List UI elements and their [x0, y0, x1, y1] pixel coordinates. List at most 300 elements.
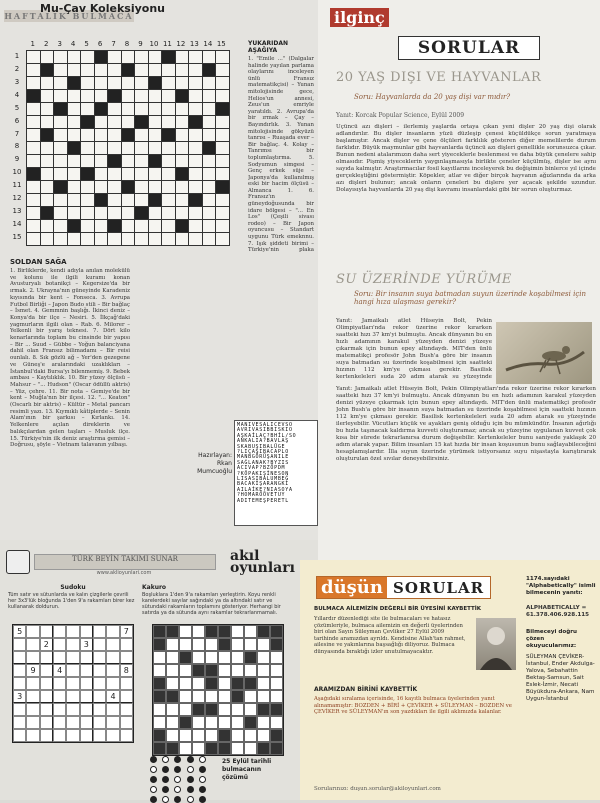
crossword-cell[interactable]	[149, 233, 162, 245]
crossword-cell[interactable]	[68, 207, 81, 219]
sudoku-cell[interactable]	[40, 716, 53, 729]
crossword-cell[interactable]	[68, 51, 81, 63]
crossword-cell[interactable]	[41, 181, 54, 193]
crossword-cell[interactable]	[162, 77, 175, 89]
crossword-cell[interactable]	[122, 155, 135, 167]
crossword-cell[interactable]	[54, 233, 67, 245]
kakuro-cell[interactable]	[257, 729, 270, 742]
sudoku-cell[interactable]	[26, 729, 39, 742]
crossword-cell[interactable]	[216, 51, 229, 63]
crossword-cell[interactable]	[122, 90, 135, 102]
crossword-cell[interactable]	[149, 207, 162, 219]
crossword-cell[interactable]	[203, 51, 216, 63]
kakuro-cell[interactable]	[257, 651, 270, 664]
sudoku-cell[interactable]	[66, 703, 79, 716]
kakuro-cell[interactable]	[218, 651, 231, 664]
crossword-cell[interactable]	[41, 168, 54, 180]
crossword-cell[interactable]	[81, 103, 94, 115]
crossword-cell[interactable]	[176, 207, 189, 219]
crossword-cell[interactable]	[95, 129, 108, 141]
sudoku-cell[interactable]: 2	[40, 638, 53, 651]
crossword-cell[interactable]	[27, 103, 40, 115]
kakuro-grid[interactable]	[152, 624, 284, 756]
crossword-cell[interactable]	[216, 207, 229, 219]
kakuro-cell[interactable]	[218, 677, 231, 690]
crossword-cell[interactable]	[149, 64, 162, 76]
sudoku-cell[interactable]	[93, 716, 106, 729]
crossword-cell[interactable]	[54, 155, 67, 167]
kakuro-cell[interactable]	[192, 716, 205, 729]
crossword-cell[interactable]	[149, 51, 162, 63]
sudoku-cell[interactable]	[106, 625, 119, 638]
crossword-cell[interactable]	[135, 194, 148, 206]
crossword-cell[interactable]	[108, 142, 121, 154]
sudoku-cell[interactable]	[120, 690, 133, 703]
crossword-cell[interactable]	[54, 207, 67, 219]
crossword-cell[interactable]	[189, 168, 202, 180]
kakuro-cell[interactable]	[166, 677, 179, 690]
sudoku-cell[interactable]	[106, 677, 119, 690]
kakuro-cell[interactable]	[231, 703, 244, 716]
crossword-cell[interactable]	[68, 168, 81, 180]
kakuro-cell[interactable]	[153, 716, 166, 729]
kakuro-cell[interactable]	[244, 638, 257, 651]
crossword-cell[interactable]	[189, 233, 202, 245]
sudoku-cell[interactable]	[13, 664, 26, 677]
sudoku-cell[interactable]	[26, 703, 39, 716]
crossword-cell[interactable]	[27, 142, 40, 154]
crossword-cell[interactable]	[54, 116, 67, 128]
sudoku-cell[interactable]	[106, 716, 119, 729]
kakuro-cell[interactable]	[257, 638, 270, 651]
crossword-cell[interactable]	[216, 194, 229, 206]
kakuro-cell[interactable]	[231, 625, 244, 638]
crossword-cell[interactable]	[81, 142, 94, 154]
crossword-cell[interactable]	[162, 168, 175, 180]
sudoku-cell[interactable]	[120, 651, 133, 664]
sudoku-cell[interactable]: 5	[13, 625, 26, 638]
crossword-cell[interactable]	[81, 90, 94, 102]
sudoku-cell[interactable]	[66, 664, 79, 677]
crossword-cell[interactable]	[216, 77, 229, 89]
crossword-cell[interactable]	[122, 77, 135, 89]
crossword-cell[interactable]	[41, 77, 54, 89]
sudoku-cell[interactable]	[80, 664, 93, 677]
kakuro-cell[interactable]	[179, 625, 192, 638]
crossword-cell[interactable]	[135, 155, 148, 167]
crossword-cell[interactable]	[27, 207, 40, 219]
kakuro-cell[interactable]	[218, 716, 231, 729]
crossword-cell[interactable]	[203, 220, 216, 232]
kakuro-cell[interactable]	[192, 729, 205, 742]
kakuro-cell[interactable]	[205, 729, 218, 742]
sudoku-cell[interactable]	[53, 625, 66, 638]
crossword-cell[interactable]	[203, 194, 216, 206]
crossword-cell[interactable]	[41, 90, 54, 102]
crossword-cell[interactable]	[176, 77, 189, 89]
sudoku-cell[interactable]: 7	[120, 625, 133, 638]
kakuro-cell[interactable]	[270, 664, 283, 677]
sudoku-cell[interactable]	[106, 729, 119, 742]
kakuro-cell[interactable]	[218, 664, 231, 677]
crossword-cell[interactable]	[27, 116, 40, 128]
sudoku-cell[interactable]	[53, 729, 66, 742]
kakuro-cell[interactable]	[205, 716, 218, 729]
crossword-cell[interactable]	[176, 181, 189, 193]
kakuro-cell[interactable]	[153, 651, 166, 664]
crossword-cell[interactable]	[41, 103, 54, 115]
crossword-cell[interactable]	[203, 116, 216, 128]
kakuro-cell[interactable]	[166, 716, 179, 729]
crossword-cell[interactable]	[162, 116, 175, 128]
crossword-cell[interactable]	[81, 194, 94, 206]
crossword-cell[interactable]	[203, 155, 216, 167]
sudoku-cell[interactable]	[66, 638, 79, 651]
sudoku-cell[interactable]	[93, 677, 106, 690]
sudoku-cell[interactable]	[80, 651, 93, 664]
crossword-cell[interactable]	[68, 194, 81, 206]
crossword-cell[interactable]	[54, 90, 67, 102]
sudoku-cell[interactable]	[106, 638, 119, 651]
sudoku-cell[interactable]	[40, 677, 53, 690]
crossword-cell[interactable]	[108, 181, 121, 193]
crossword-cell[interactable]	[176, 64, 189, 76]
kakuro-cell[interactable]	[257, 716, 270, 729]
crossword-cell[interactable]	[203, 103, 216, 115]
crossword-cell[interactable]	[27, 129, 40, 141]
crossword-cell[interactable]	[216, 90, 229, 102]
crossword-cell[interactable]	[135, 90, 148, 102]
crossword-cell[interactable]	[122, 51, 135, 63]
crossword-cell[interactable]	[162, 155, 175, 167]
sudoku-cell[interactable]	[40, 729, 53, 742]
crossword-cell[interactable]	[203, 129, 216, 141]
crossword-cell[interactable]	[149, 103, 162, 115]
crossword-cell[interactable]	[81, 155, 94, 167]
kakuro-cell[interactable]	[179, 638, 192, 651]
sudoku-cell[interactable]	[13, 677, 26, 690]
crossword-cell[interactable]	[108, 129, 121, 141]
crossword-cell[interactable]	[135, 220, 148, 232]
crossword-cell[interactable]	[216, 129, 229, 141]
crossword-cell[interactable]	[27, 233, 40, 245]
crossword-cell[interactable]	[95, 64, 108, 76]
crossword-cell[interactable]	[41, 220, 54, 232]
crossword-cell[interactable]	[81, 181, 94, 193]
crossword-cell[interactable]	[216, 142, 229, 154]
sudoku-cell[interactable]	[93, 664, 106, 677]
sudoku-cell[interactable]	[26, 677, 39, 690]
sudoku-cell[interactable]	[120, 716, 133, 729]
crossword-cell[interactable]	[108, 194, 121, 206]
crossword-cell[interactable]	[41, 142, 54, 154]
sudoku-cell[interactable]	[80, 716, 93, 729]
crossword-cell[interactable]	[122, 207, 135, 219]
sudoku-cell[interactable]	[106, 651, 119, 664]
crossword-cell[interactable]	[68, 155, 81, 167]
crossword-cell[interactable]	[189, 181, 202, 193]
crossword-cell[interactable]	[54, 168, 67, 180]
sudoku-cell[interactable]	[80, 729, 93, 742]
crossword-cell[interactable]	[216, 116, 229, 128]
kakuro-cell[interactable]	[179, 664, 192, 677]
crossword-cell[interactable]	[95, 90, 108, 102]
crossword-cell[interactable]	[95, 116, 108, 128]
crossword-cell[interactable]	[162, 181, 175, 193]
kakuro-cell[interactable]	[231, 729, 244, 742]
crossword-cell[interactable]	[135, 103, 148, 115]
kakuro-cell[interactable]	[244, 625, 257, 638]
crossword-cell[interactable]	[68, 90, 81, 102]
sudoku-cell[interactable]	[93, 638, 106, 651]
crossword-cell[interactable]	[189, 142, 202, 154]
crossword-cell[interactable]	[203, 181, 216, 193]
crossword-cell[interactable]	[189, 129, 202, 141]
kakuro-cell[interactable]	[153, 703, 166, 716]
sudoku-cell[interactable]	[93, 690, 106, 703]
crossword-cell[interactable]	[216, 220, 229, 232]
crossword-cell[interactable]	[41, 194, 54, 206]
sudoku-cell[interactable]	[120, 677, 133, 690]
sudoku-cell[interactable]	[13, 651, 26, 664]
kakuro-cell[interactable]	[192, 625, 205, 638]
crossword-cell[interactable]	[108, 77, 121, 89]
crossword-cell[interactable]	[81, 129, 94, 141]
sudoku-cell[interactable]	[66, 729, 79, 742]
crossword-cell[interactable]	[176, 142, 189, 154]
sudoku-cell[interactable]	[26, 638, 39, 651]
sudoku-cell[interactable]	[53, 703, 66, 716]
kakuro-cell[interactable]	[179, 703, 192, 716]
sudoku-cell[interactable]	[53, 638, 66, 651]
crossword-cell[interactable]	[135, 233, 148, 245]
sudoku-grid[interactable]	[12, 624, 134, 743]
sudoku-cell[interactable]	[66, 651, 79, 664]
crossword-cell[interactable]	[162, 64, 175, 76]
kakuro-cell[interactable]	[244, 690, 257, 703]
crossword-cell[interactable]	[122, 103, 135, 115]
crossword-cell[interactable]	[108, 168, 121, 180]
crossword-cell[interactable]	[189, 155, 202, 167]
kakuro-cell[interactable]	[192, 651, 205, 664]
sudoku-cell[interactable]: 9	[26, 664, 39, 677]
sudoku-cell[interactable]	[26, 651, 39, 664]
sudoku-cell[interactable]	[93, 703, 106, 716]
crossword-cell[interactable]	[81, 207, 94, 219]
sudoku-cell[interactable]	[53, 651, 66, 664]
crossword-cell[interactable]	[68, 129, 81, 141]
crossword-cell[interactable]	[216, 168, 229, 180]
crossword-cell[interactable]	[203, 233, 216, 245]
kakuro-cell[interactable]	[179, 729, 192, 742]
crossword-cell[interactable]	[81, 220, 94, 232]
crossword-cell[interactable]	[189, 103, 202, 115]
crossword-cell[interactable]	[81, 77, 94, 89]
sudoku-cell[interactable]: 3	[80, 638, 93, 651]
kakuro-cell[interactable]	[205, 690, 218, 703]
crossword-cell[interactable]	[135, 129, 148, 141]
crossword-cell[interactable]	[81, 64, 94, 76]
sudoku-cell[interactable]	[13, 716, 26, 729]
sudoku-cell[interactable]	[66, 625, 79, 638]
sudoku-cell[interactable]	[120, 638, 133, 651]
crossword-grid[interactable]	[26, 50, 230, 246]
kakuro-cell[interactable]	[270, 651, 283, 664]
crossword-cell[interactable]	[68, 103, 81, 115]
crossword-cell[interactable]	[108, 233, 121, 245]
sudoku-cell[interactable]	[26, 690, 39, 703]
crossword-cell[interactable]	[149, 90, 162, 102]
crossword-cell[interactable]	[162, 103, 175, 115]
sudoku-cell[interactable]	[53, 690, 66, 703]
kakuro-cell[interactable]	[179, 690, 192, 703]
crossword-cell[interactable]	[122, 233, 135, 245]
sudoku-cell[interactable]	[80, 625, 93, 638]
crossword-cell[interactable]	[176, 51, 189, 63]
crossword-cell[interactable]	[27, 64, 40, 76]
kakuro-cell[interactable]	[244, 703, 257, 716]
sudoku-cell[interactable]	[53, 677, 66, 690]
kakuro-cell[interactable]	[205, 638, 218, 651]
crossword-cell[interactable]	[27, 194, 40, 206]
crossword-cell[interactable]	[203, 90, 216, 102]
crossword-cell[interactable]	[216, 155, 229, 167]
crossword-cell[interactable]	[95, 77, 108, 89]
crossword-cell[interactable]	[162, 194, 175, 206]
kakuro-cell[interactable]	[205, 651, 218, 664]
crossword-cell[interactable]	[122, 194, 135, 206]
sudoku-cell[interactable]	[93, 625, 106, 638]
sudoku-cell[interactable]	[40, 664, 53, 677]
crossword-cell[interactable]	[108, 207, 121, 219]
kakuro-cell[interactable]	[270, 716, 283, 729]
crossword-cell[interactable]	[95, 142, 108, 154]
crossword-cell[interactable]	[41, 51, 54, 63]
crossword-cell[interactable]	[176, 103, 189, 115]
crossword-cell[interactable]	[149, 116, 162, 128]
sudoku-cell[interactable]	[40, 651, 53, 664]
sudoku-cell[interactable]	[120, 729, 133, 742]
crossword-cell[interactable]	[162, 220, 175, 232]
sudoku-cell[interactable]	[40, 703, 53, 716]
crossword-cell[interactable]	[68, 116, 81, 128]
sudoku-cell[interactable]	[13, 729, 26, 742]
crossword-cell[interactable]	[108, 103, 121, 115]
crossword-cell[interactable]	[176, 233, 189, 245]
crossword-cell[interactable]	[27, 155, 40, 167]
crossword-cell[interactable]	[203, 168, 216, 180]
crossword-cell[interactable]	[54, 194, 67, 206]
kakuro-cell[interactable]	[244, 729, 257, 742]
kakuro-cell[interactable]	[192, 638, 205, 651]
crossword-cell[interactable]	[54, 129, 67, 141]
sudoku-cell[interactable]	[93, 651, 106, 664]
kakuro-cell[interactable]	[192, 742, 205, 755]
sudoku-cell[interactable]	[40, 625, 53, 638]
crossword-cell[interactable]	[95, 168, 108, 180]
crossword-cell[interactable]	[162, 233, 175, 245]
kakuro-cell[interactable]	[257, 690, 270, 703]
crossword-cell[interactable]	[149, 168, 162, 180]
kakuro-cell[interactable]	[166, 664, 179, 677]
kakuro-cell[interactable]	[231, 664, 244, 677]
crossword-cell[interactable]	[27, 181, 40, 193]
crossword-cell[interactable]	[216, 233, 229, 245]
crossword-cell[interactable]	[95, 207, 108, 219]
crossword-cell[interactable]	[122, 116, 135, 128]
crossword-cell[interactable]	[135, 77, 148, 89]
crossword-cell[interactable]	[216, 64, 229, 76]
crossword-cell[interactable]	[108, 51, 121, 63]
sudoku-cell[interactable]: 3	[13, 690, 26, 703]
kakuro-cell[interactable]	[192, 677, 205, 690]
crossword-cell[interactable]	[27, 220, 40, 232]
crossword-cell[interactable]	[135, 181, 148, 193]
crossword-cell[interactable]	[135, 64, 148, 76]
crossword-cell[interactable]	[108, 64, 121, 76]
crossword-cell[interactable]	[149, 181, 162, 193]
crossword-cell[interactable]	[81, 233, 94, 245]
sudoku-cell[interactable]	[66, 716, 79, 729]
crossword-cell[interactable]	[54, 77, 67, 89]
crossword-cell[interactable]	[135, 51, 148, 63]
crossword-cell[interactable]	[189, 90, 202, 102]
sudoku-cell[interactable]	[53, 716, 66, 729]
sudoku-cell[interactable]	[26, 716, 39, 729]
kakuro-cell[interactable]	[218, 690, 231, 703]
crossword-cell[interactable]	[27, 77, 40, 89]
crossword-cell[interactable]	[41, 116, 54, 128]
crossword-cell[interactable]	[176, 194, 189, 206]
kakuro-cell[interactable]	[166, 651, 179, 664]
crossword-cell[interactable]	[189, 77, 202, 89]
crossword-cell[interactable]	[122, 142, 135, 154]
crossword-cell[interactable]	[149, 129, 162, 141]
kakuro-cell[interactable]	[244, 664, 257, 677]
sudoku-cell[interactable]: 8	[120, 664, 133, 677]
crossword-cell[interactable]	[122, 168, 135, 180]
crossword-cell[interactable]	[95, 220, 108, 232]
kakuro-cell[interactable]	[179, 677, 192, 690]
crossword-cell[interactable]	[189, 64, 202, 76]
crossword-cell[interactable]	[68, 181, 81, 193]
sudoku-cell[interactable]: 4	[106, 690, 119, 703]
crossword-cell[interactable]	[54, 142, 67, 154]
sudoku-cell[interactable]	[40, 690, 53, 703]
crossword-cell[interactable]	[149, 220, 162, 232]
crossword-cell[interactable]	[162, 142, 175, 154]
crossword-cell[interactable]	[95, 233, 108, 245]
crossword-cell[interactable]	[95, 155, 108, 167]
crossword-cell[interactable]	[189, 220, 202, 232]
sudoku-cell[interactable]	[120, 703, 133, 716]
crossword-cell[interactable]	[54, 51, 67, 63]
crossword-cell[interactable]	[162, 90, 175, 102]
kakuro-cell[interactable]	[231, 638, 244, 651]
crossword-cell[interactable]	[149, 142, 162, 154]
kakuro-cell[interactable]	[192, 690, 205, 703]
sudoku-cell[interactable]	[106, 703, 119, 716]
kakuro-cell[interactable]	[270, 677, 283, 690]
crossword-cell[interactable]	[176, 155, 189, 167]
kakuro-cell[interactable]	[166, 703, 179, 716]
crossword-cell[interactable]	[122, 220, 135, 232]
crossword-cell[interactable]	[176, 129, 189, 141]
sudoku-cell[interactable]	[93, 729, 106, 742]
crossword-cell[interactable]	[135, 142, 148, 154]
kakuro-cell[interactable]	[166, 729, 179, 742]
crossword-cell[interactable]	[135, 168, 148, 180]
